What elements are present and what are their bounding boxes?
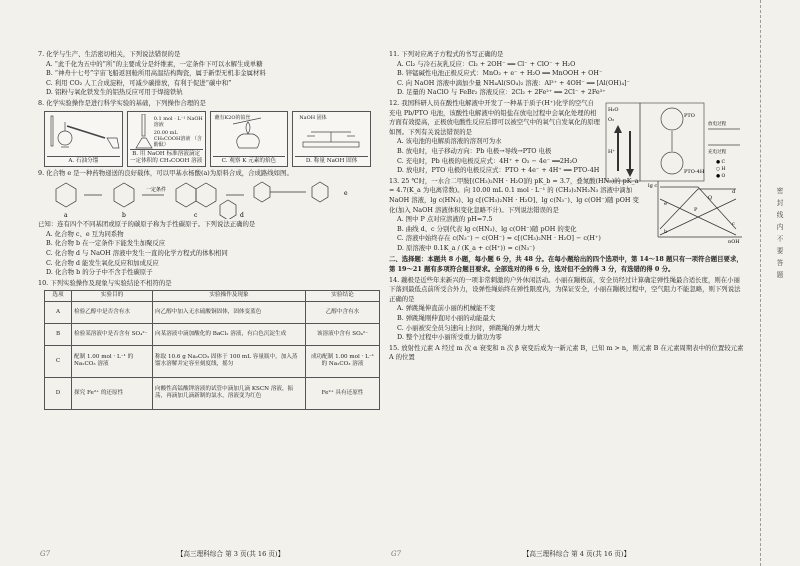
y-axis-label: lg c	[648, 182, 658, 189]
log-c-vs-poh-svg	[648, 179, 744, 243]
benzene-ring-d	[220, 200, 236, 219]
point-q-label: Q	[708, 194, 713, 201]
x-axis-label: pOH	[728, 238, 740, 243]
question-7	[38, 50, 371, 98]
label-o2: O₂	[608, 116, 615, 123]
table-row	[45, 345, 380, 377]
cell-conclusion: 该溶液中含有 SO₄²⁻	[306, 323, 380, 345]
log-concentration-chart	[648, 179, 744, 243]
balance-scale-icon	[295, 114, 367, 150]
label-c: c	[194, 212, 198, 220]
cell-operation: 称取 10.6 g Na₂CO₃ 固体于 100 mL 容量瓶中，加入蒸馏水溶解并定容至刻度线，摇匀	[153, 345, 306, 377]
figure-caption-b: B. 用 NaOH 标准溶液滴定一定体积的 CH₃COOH 溶液	[129, 150, 203, 164]
figure-titration	[127, 111, 206, 167]
pto-4h-molecule	[661, 152, 683, 174]
curve-d-label: d	[732, 188, 736, 195]
label-pto4h: PTO-4H	[684, 168, 705, 175]
label-d: d	[240, 212, 244, 220]
cell-purpose: 检验某溶液中是否含有 SO₄²⁻	[72, 323, 153, 345]
question-13-option-b: B. 曲线 d、c 分别代表 lg c(HN₃)、lg c(OH⁻)随 pOH 的变化	[397, 224, 577, 233]
cell-purpose: 配制 1.00 mol · L⁻¹ 的 Na₂CO₃ 溶液	[72, 345, 153, 377]
question-12-stem: 12. 我国科研人员在酸性电解液中开发了一种基于质子(H⁺)化学的空气自充电 Pb/PTO 电池，该酸性电解液中的铅盐在放电过程中会氧化处理的相方面有效提高，正极放电酸性反应后即可以被空气中的氧气自发氧化的原理如图。下列有关说法错误的是	[389, 98, 600, 136]
benzene-ring-e2	[312, 182, 328, 202]
lactone-ring-c	[196, 183, 216, 207]
electrode-panel	[606, 103, 640, 181]
question-13-stem: 13. 25 ℃时，一水合二甲胺[(CH₃)₂NH · H₂O]的 pK_b = 3.7，叠氮酸(HN₃)的 pK_a = 4.7(K_a 为电离常数)。向 10.00 mL 0.1 mol · L⁻¹ 的 (CH₃)₂NH₂N₃ 溶液中滴加 NaOH 溶液，lg c(HN₃)、lg c[(CH₃)₂NH · H₂O]、lg c(N₃⁻)、lg c(OH⁻)随 pOH 变化(加入 NaOH 溶液体积变化忽略不计)。下列说法错误的是	[389, 176, 639, 214]
naoh-solid-label: NaOH 固体	[299, 114, 327, 121]
question-9	[38, 169, 371, 278]
cell-operation: 向某溶液中滴加酸化的 BaCl₂ 溶液，有白色沉淀生成	[153, 323, 306, 345]
header-conclusion: 实验结论	[306, 291, 380, 301]
question-14-stem: 14. 蹦极是近些年来新兴的一项非常刺激的户外休闲活动。小丽在蹦极前，安全员经过计算确定弹性绳最合适长度，则在小丽下落到最低点前所受合外力，设弹性绳始终在弹性限度内，为保证安全，小丽在蹦极过程中，空气阻力不能忽略，则下列说法正确的是	[389, 275, 741, 303]
benzene-ring-a	[56, 183, 76, 207]
question-11-stem: 11. 下列对应离子方程式的书写正确的是	[389, 50, 504, 58]
figure-flame-test	[210, 111, 289, 167]
curve-c-label: c	[732, 220, 735, 227]
cell-conclusion: Fe²⁺ 具有还原性	[306, 377, 380, 409]
synthesis-route-svg	[44, 179, 374, 219]
pto-battery-svg	[604, 101, 744, 183]
cell-option: C	[45, 345, 72, 377]
cell-operation: 向乙醇中加入无水硫酸铜固体，固体变蓝色	[153, 301, 306, 323]
footer-right: 【高三理科综合 第 4 页(共 16 页)】	[522, 550, 631, 559]
curve-b-label: b	[664, 228, 668, 235]
question-11-option-c: C. 向 NaOH 溶液中滴加少量 NH₄Al(SO₄)₂ 溶液：Al³⁺ + 4OH⁻ ══ [Al(OH)₄]⁻	[397, 78, 630, 87]
table-row	[45, 377, 380, 409]
question-12-option-b: B. 放电时，电子移动方向：Pb 电极→导线→PTO 电极	[397, 146, 552, 155]
question-12	[389, 98, 744, 179]
figure-caption-d: D. 称量 NaOH 固体	[295, 156, 368, 165]
question-11-option-a: A. Cl₂ 与冷石灰乳反应：Cl₂ + 2OH⁻ ══ Cl⁻ + ClO⁻ + H₂O	[397, 59, 576, 68]
question-10-table	[44, 290, 380, 409]
binding-margin	[760, 0, 800, 566]
table-header-row	[45, 291, 380, 301]
pto-battery-diagram	[604, 101, 744, 183]
label-condition: 一定条件	[146, 187, 167, 194]
question-9-option-c: C. 化合物 d 能发生氧化反应和加成反应	[46, 258, 159, 267]
section-2-title: 二、选择题：本题共 8 小题，每小题 6 分，共 48 分。在每小题给出的四个选项中，第 14～18 题只有一项符合题目要求，第 19～21 题有多项符合题目要求。全部选对的得 6 分，选对但不全的得 3 分，有选错的得 0 分。	[389, 255, 743, 274]
cell-option: B	[45, 323, 72, 345]
analyte-label: 20.00 mL CH₃COOH溶液 （含酚酞）	[153, 129, 202, 148]
question-7-option-d: D. 铝粉与氧化铁发生的铝热反应可用于焊接铁轨	[46, 88, 183, 97]
figure-caption-a: A. 石油分馏	[47, 156, 120, 165]
benzene-ring-b	[114, 183, 134, 207]
question-7-option-b: B. “神舟十七号”宇宙飞船返回舱所用高温结构陶瓷，属于新型无机非金属材料	[46, 69, 266, 78]
question-14	[389, 276, 744, 343]
series-curve-c	[660, 187, 736, 229]
cell-purpose: 探究 Fe²⁺ 的还原性	[72, 377, 153, 409]
question-12-option-d: D. 放电时，PTO 电极的电极反应式：PTO + 4e⁻ + 4H⁺ ══ PTO-4H	[397, 166, 600, 175]
platinum-wire-label: 蘸有K2O的铂丝	[214, 114, 251, 121]
question-8-stem: 8. 化学实验操作是进行科学实验的基础，下列操作合理的是	[38, 98, 206, 107]
question-11-option-d: D. 足量的 NaClO 与 FeBr₂ 溶液反应：2Cl₂ + 2Fe²⁺ ══ 2Cl⁻ + 2Fe³⁺	[397, 88, 606, 97]
question-8-figures	[44, 111, 371, 167]
label-discharge: 放电过程	[708, 121, 727, 127]
question-13-option-c: C. 溶液中始终存在 c(N₃⁻) − c(OH⁻) = c[(CH₃)₂NH · H₂O] − c(H⁺)	[397, 234, 601, 243]
question-8	[38, 99, 371, 167]
figure-distillation	[44, 111, 123, 167]
exam-page-right	[385, 0, 760, 566]
question-14-option-d: D. 整个过程中小丽所受重力做功为零	[397, 333, 502, 342]
exam-page-left	[0, 0, 385, 566]
curve-e-label: e	[664, 200, 667, 207]
synthesis-route-diagram	[44, 179, 371, 219]
question-9-option-a: A. 化合物 c、e 互为同系物	[46, 229, 124, 238]
question-9-note: 已知：连有四个不同基团或原子的碳原子称为手性碳原子。下列说法正确的是	[38, 220, 256, 229]
pto-molecule	[661, 108, 683, 130]
question-10	[38, 278, 375, 410]
question-15-stem: 15. 放射性元素 A 经过 m 次 α 衰变和 n 次 β 衰变后成为一新元素 B，已知 m > n，则元素 B 在元素周期表中的位置较元素 A 的位置	[389, 343, 744, 362]
legend-c: ● C	[716, 159, 725, 165]
question-9-option-b: B. 化合物 b 在一定条件下能发生加聚反应	[46, 239, 166, 248]
corner-mark-right: G7	[391, 550, 402, 559]
header-option: 选项	[45, 291, 72, 301]
question-15	[389, 344, 744, 363]
label-e: e	[344, 190, 348, 198]
corner-mark-left: G7	[40, 550, 51, 559]
question-7-stem: 7. 化学与生产、生活密切相关，下列说法错误的是	[38, 50, 181, 58]
label-charge: 充电过程	[708, 149, 727, 155]
question-11-option-b: B. 锌锰碱性电池正极反应式：MnO₂ + e⁻ + H₂O ══ MnOOH + OH⁻	[397, 69, 603, 78]
question-9-option-d: D. 化合物 b 的分子中不含手性碳原子	[46, 268, 153, 277]
question-14-option-c: C. 小丽被安全员匀速向上拉时，弹跳绳的弹力增大	[397, 323, 540, 332]
cell-option: A	[45, 301, 72, 323]
series-curve-d	[660, 189, 736, 229]
table-row	[45, 323, 380, 345]
distillation-apparatus-icon	[47, 114, 123, 150]
question-14-option-a: A. 弹跳绳伸直前小丽的机械能不变	[397, 304, 496, 313]
cell-conclusion: 成功配制 1.00 mol · L⁻¹ 的 Na₂CO₃ 溶液	[306, 345, 380, 377]
seal-line-notice: 密 封 线 内 不 要 答 题	[776, 187, 784, 279]
benzene-ring-c	[176, 183, 196, 207]
question-11	[389, 50, 744, 98]
question-9-stem: 9. 化合物 e 是一种药物递送的良好载体，可以甲基水杨酸(a)为原料合成，合成路线如图。	[38, 168, 293, 177]
cell-operation: 向酸性高锰酸钾溶液的试管中滴加几滴 KSCN 溶液，振荡，再滴加几滴新制的氯水，溶液变为红色	[153, 377, 306, 409]
cell-option: D	[45, 377, 72, 409]
question-13-option-a: A. 图中 P 点对应溶液的 pH=7.5	[397, 215, 493, 224]
label-b: b	[122, 212, 126, 220]
figure-caption-c: C. 观察 K 元素的焰色	[213, 156, 286, 165]
table-row	[45, 301, 380, 323]
titrant-label: 0.1 mol · L⁻¹ NaOH溶液	[153, 115, 203, 128]
question-10-stem: 10. 下列实验操作及现象与实验结论不相符的是	[38, 278, 172, 287]
header-operation: 实验操作及现象	[153, 291, 306, 301]
question-13-option-d: D. 原溶液中 0.1K_a / (K_a + c(H⁺)) = c(N₃⁻)	[397, 243, 535, 252]
legend-h: ○ H	[716, 166, 726, 172]
label-a: a	[64, 212, 68, 220]
point-p-label: P	[694, 206, 698, 213]
question-7-option-a: A. “此千化为五中的”所“的主要成分是纤维素，一定条件下可以水解生成单糖	[46, 59, 263, 68]
benzene-ring-e1	[254, 182, 270, 202]
header-purpose: 实验目的	[72, 291, 153, 301]
label-hplus: H⁺	[608, 148, 615, 155]
cell-purpose: 检验乙醇中是否含有水	[72, 301, 153, 323]
label-pto: PTO	[684, 112, 695, 119]
figure-balance	[292, 111, 371, 167]
alcohol-lamp-icon	[213, 114, 283, 150]
cell-conclusion: 乙醇中含有水	[306, 301, 380, 323]
question-14-option-b: B. 弹跳绳刚伸直时小丽的动能最大	[397, 314, 496, 323]
question-13	[389, 177, 744, 254]
question-9-option-b2: C. 化合物 d 与 NaOH 溶液中发生一直的化学方程式的体积相同	[46, 248, 228, 257]
question-12-option-c: C. 充电时，Pb 电极的电极反应式：4H⁺ + O₂ − 4e⁻ ══2H₂O	[397, 156, 578, 165]
question-12-option-a: A. 该电池的电解质溶液的溶剂可为水	[397, 137, 502, 146]
footer-left: 【高三理科综合 第 3 页(共 16 页)】	[176, 550, 285, 559]
label-h2o: H₂O	[608, 106, 619, 113]
legend-o: ● O	[716, 173, 726, 179]
question-7-option-c: C. 利用 CO₂ 人工合成淀粉，可减少碳排放，有利于促进“碳中和”	[46, 78, 232, 87]
up-arrow-head	[614, 125, 622, 133]
